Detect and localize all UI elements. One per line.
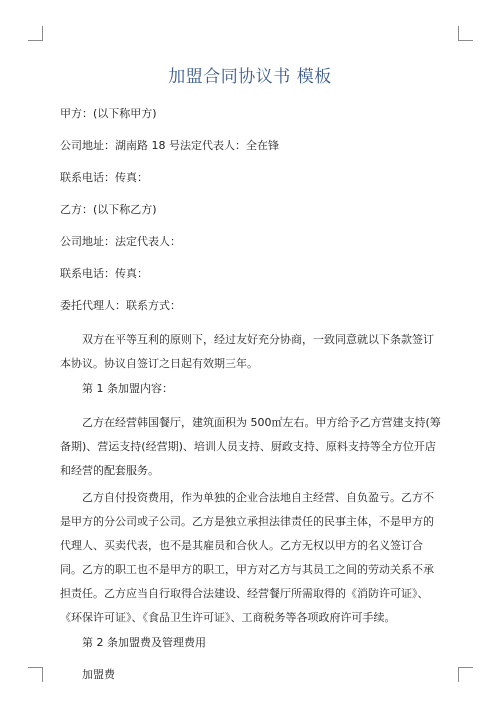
article-1-heading: 第 1 条加盟内容： xyxy=(82,382,173,395)
party-b-line: 乙方：(以下称乙方) xyxy=(60,203,157,216)
crop-mark-bottom-left xyxy=(28,667,43,682)
crop-mark-top-right xyxy=(458,26,473,41)
article-1-paragraph-1: 乙方在经营韩国餐厅，建筑面积为 500㎡左右。甲方给予乙方营建支持(筹备期)、营运支持(经营期)、培训人员支持、厨政支持、原料支持等全方位开店和经营的配套服务。 xyxy=(60,416,441,477)
party-a-line: 甲方：(以下称甲方) xyxy=(60,107,157,120)
party-b-address-line: 公司地址：法定代表人： xyxy=(60,235,181,248)
document-body xyxy=(60,104,444,697)
agent-line: 委托代理人：联系方式： xyxy=(60,299,181,312)
article-2-heading: 第 2 条加盟费及管理费用 xyxy=(82,636,206,649)
crop-mark-bottom-right xyxy=(458,667,473,682)
article-2-subheading: 加盟费 xyxy=(82,668,115,681)
crop-mark-top-left xyxy=(28,26,43,41)
article-1-paragraph-2: 乙方自付投资费用，作为单独的企业合法地自主经营、自负盈亏。乙方不是甲方的分公司或子公司。乙方是独立承担法律责任的民事主体，不是甲方的代理人、买卖代表，也不是其雇员和合伙人。乙方无权以甲方的名义签订合同。乙方的职工也不是甲方的职工，甲方对乙方与其员工之间的劳动关系不承担责任。乙方应当自行取得合法建设、经营餐厅所需取得的《消防许可证》、《环保许可证》、《食品卫生许可证》、工商税务等各项政府许可手续。 xyxy=(60,491,434,624)
party-b-contact-line: 联系电话：传真： xyxy=(60,267,148,280)
party-a-address-line: 公司地址：湖南路 18 号法定代表人：全在锋 xyxy=(60,139,279,152)
document-title: 加盟合同协议书 模板 xyxy=(168,67,332,87)
party-a-contact-line: 联系电话：传真： xyxy=(60,171,148,184)
intro-paragraph: 双方在平等互利的原则下，经过友好充分协商，一致同意就以下条款签订本协议。协议自签订之日起有效期三年。 xyxy=(60,333,434,370)
